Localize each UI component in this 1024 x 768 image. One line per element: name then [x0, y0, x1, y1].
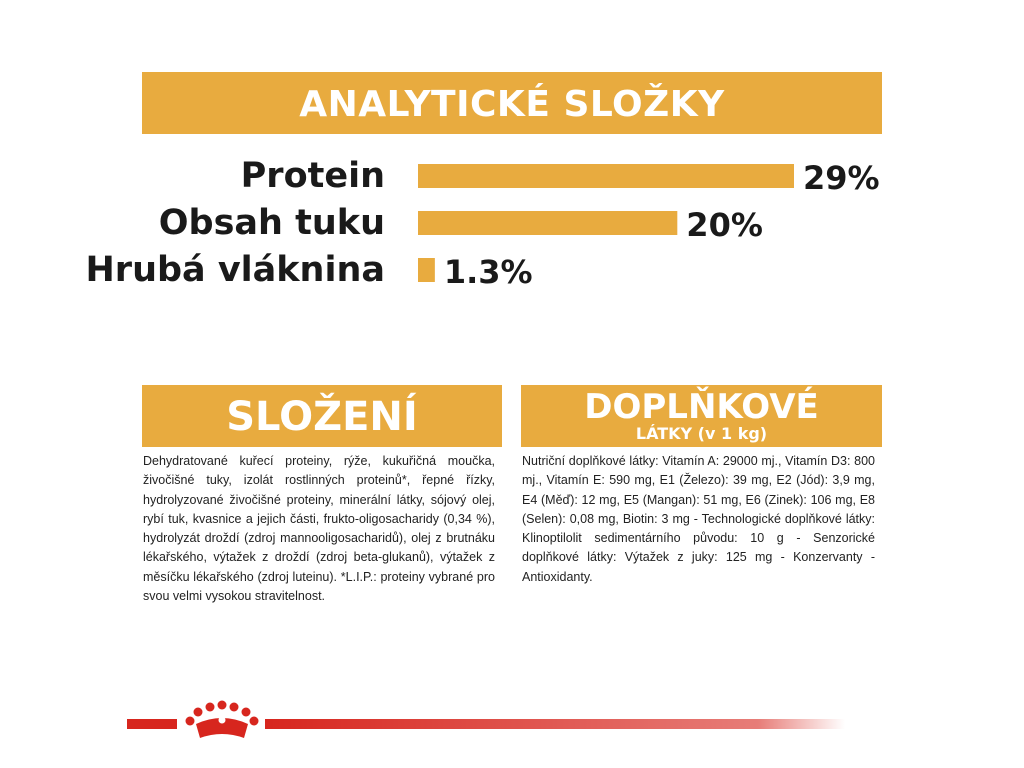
analytic-header-title: ANALYTICKÉ SLOŽKY: [299, 84, 725, 125]
composition-banner: [142, 385, 502, 447]
brand-footer: [0, 700, 1024, 750]
crown-logo-icon: [186, 701, 259, 739]
bar-2: [418, 258, 435, 282]
supplements-title: DOPLŇKOVÉ: [584, 387, 819, 427]
analytic-header-banner: [142, 72, 882, 134]
bar-0: [418, 164, 794, 188]
bar-label-2: Hrubá vláknina: [85, 250, 385, 290]
analytic-bar-chart: [0, 150, 1024, 300]
composition-text: Dehydratované kuřecí proteiny, rýže, kukuřičná moučka, živočišné tuky, izolát rostlinných proteinů*, řepné řízky, hydrolyzované živočišné proteiny, minerální látky, sójový olej, rybí tuk, kvasnice a jejich části, frukto-oligosacharidy (0,34 %), hydrolyzát droždí (zdroj mannooligosacharidů), olej z brutnáku lékařského, výtažek z droždí (zdroj beta-glukanů), výtažek z měsíčku lékařského (zdroj luteinu). *L.I.P.: proteiny vybrané pro svou velmi vysokou stravitelnost.: [143, 454, 495, 604]
bar-value-label-0: 29%: [803, 159, 880, 197]
footer-line-left: [127, 719, 177, 729]
supplements-banner: [521, 385, 882, 447]
composition-title: SLOŽENÍ: [226, 394, 418, 440]
bar-1: [418, 211, 677, 235]
supplements-subtitle: LÁTKY (v 1 kg): [635, 424, 768, 443]
bar-value-label-1: 20%: [686, 206, 763, 244]
footer-line-right: [265, 719, 845, 729]
bar-value-label-2: 1.3%: [443, 253, 533, 291]
supplements-text: Nutriční doplňkové látky: Vitamín A: 29000 mj., Vitamín D3: 800 mj., Vitamín E: 590 mg, E1 (Železo): 39 mg, E2 (Jód): 3,9 mg, E4 (Měď): 12 mg, E5 (Mangan): 51 mg, E6 (Zinek): 106 mg, E8 (Selen): 0,08 mg, Biotin: 3 mg - Technologické doplňkové látky: Klinoptilolit sedimentárního původu: 10 g - Senzorické doplňkové látky: Výtažek z juky: 125 mg - Konzervanty - Antioxidanty.: [522, 454, 875, 584]
bar-label-0: Protein: [240, 156, 385, 196]
bar-label-1: Obsah tuku: [158, 203, 385, 243]
